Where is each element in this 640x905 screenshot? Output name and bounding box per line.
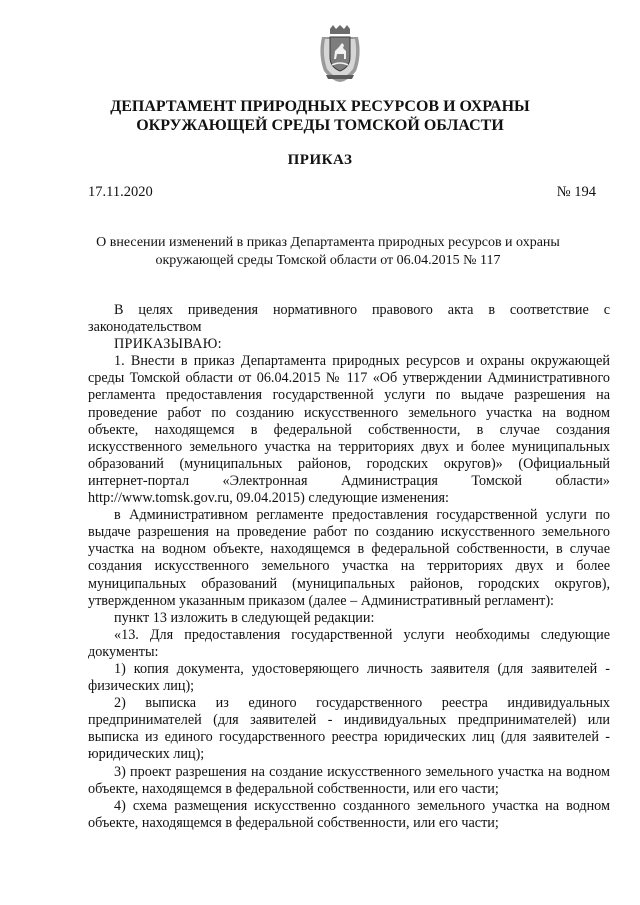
coat-of-arms-icon	[318, 25, 362, 83]
paragraph-regulation-changes: в Административном регламенте предоставления государственной услуги по выдаче разрешения на проведение работ по созданию искусственного земельного участка на водном объекте, находящемся в федеральной собственности, в случае создания искусственного земельного участка на территориях двух и более муниципальных образований (муниципальных районов, городских округов), утвержденном указанным приказом (далее – Административный регламент):	[88, 507, 610, 609]
organization-title-line2: ОКРУЖАЮЩЕЙ СРЕДЫ ТОМСКОЙ ОБЛАСТИ	[136, 117, 504, 134]
organization-title	[0, 97, 640, 135]
order-body	[88, 302, 610, 832]
paragraph-item-1: 1. Внести в приказ Департамента природных ресурсов и охраны окружающей среды Томской области от 06.04.2015 № 117 «Об утверждении Административного регламента предоставления государственной услуги по выдаче разрешения на проведение работ по созданию искусственного земельного участка на водном объекте, находящемся в федеральной собственности, в случае создания искусственного земельного участка на территориях двух и более муниципальных образований (муниципальных районов, городских округов)» (Официальный интернет-портал «Электронная Администрация Томской области» http://www.tomsk.gov.ru, 09.04.2015) следующие изменения:	[88, 353, 610, 507]
document-type: ПРИКАЗ	[287, 152, 353, 168]
order-directive: ПРИКАЗЫВАЮ:	[114, 336, 222, 353]
order-subject-line2: окружающей среды Томской области от 06.04.2015 № 117	[155, 253, 501, 268]
list-item-3: 3) проект разрешения на создание искусственного земельного участка на водном объекте, находящемся в федеральной собственности, или его части;	[88, 763, 610, 797]
order-subject	[60, 234, 596, 270]
list-item-1: 1) копия документа, удостоверяющего личность заявителя (для заявителей - физических лиц);	[88, 660, 610, 695]
paragraph-clause-13-intro: пункт 13 изложить в следующей редакции:	[114, 609, 375, 626]
order-number: № 194	[556, 184, 596, 200]
list-item-2: 2) выписка из единого государственного реестра индивидуальных предпринимателей (для заявителей - индивидуальных предпринимателей) или выписка из единого государственного реестра юридических лиц (для заявителей - юридических лиц);	[88, 695, 610, 763]
order-date: 17.11.2020	[88, 184, 153, 200]
order-subject-line1: О внесении изменений в приказ Департамента природных ресурсов и охраны	[96, 235, 560, 250]
paragraph-clause-13: «13. Для предоставления государственной услуги необходимы следующие документы:	[88, 626, 610, 660]
preamble-paragraph: В целях приведения нормативного правового акта в соответствие с законодательством	[88, 302, 610, 336]
organization-title-line1: ДЕПАРТАМЕНТ ПРИРОДНЫХ РЕСУРСОВ И ОХРАНЫ	[110, 98, 530, 115]
list-item-4: 4) схема размещения искусственно созданного земельного участка на водном объекте, находящемся в федеральной собственности, или его части;	[88, 797, 610, 831]
